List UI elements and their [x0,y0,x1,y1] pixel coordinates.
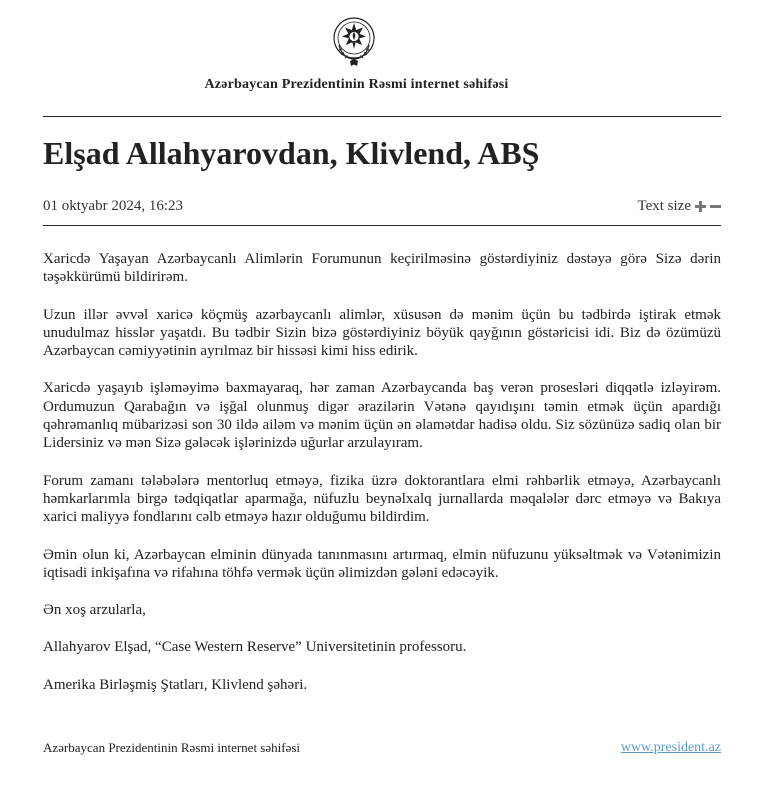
article-body [43,250,721,713]
signature-location: Amerika Birləşmiş Ştatları, Klivlend şəhəri. [43,676,308,693]
article-meta [43,198,721,218]
article-date: 01 oktyabr 2024, 16:23 [43,198,183,214]
paragraph: Uzun illər əvvəl xaricə köçmüş azərbaycanlı alimlər, xüsusən də mənim üçün bu tədbirdə iştirak etmək unudulmaz hisslər yaşatdı. Bu tədbir Sizin bizə göstərdiyiniz böyük qayğının göstəricisi idi. Biz də özümüzü Azərbaycan cəmiyyətinin ayrılmaz bir hissəsi kimi hiss edirik. [43,306,721,360]
footer-website-link[interactable]: www.president.az [620,740,721,755]
footer-site-name: Azərbaycan Prezidentinin Rəsmi internet səhifəsi [43,740,301,755]
paragraph: Əmin olun ki, Azərbaycan elminin dünyada tanınmasını artırmaq, elmin nüfuzunu yüksəltmək və Vətənimizin iqtisadi inkişafına və rifahına töhfə vermək üçün əlimizdən gələni edəcəyik. [43,546,721,581]
signature-name: Allahyarov Elşad, “Case Western Reserve” Universitetinin professoru. [43,639,467,656]
text-size-control [637,198,721,215]
page-footer [43,740,721,760]
closing-salutation: Ən xoş arzularla, [43,602,146,619]
plus-icon[interactable] [695,201,706,212]
meta-divider [43,225,721,226]
article-title: Elşad Allahyarovdan, Klivlend, ABŞ [43,135,540,171]
paragraph: Forum zamanı tələbələrə mentorluq etməyə, fizika üzrə doktorantlara elmi rəhbərlik etməyə, Azərbaycanlı həmkarlarımla birgə tədqiqatlar aparmağa, nüfuzlu beynəlxalq jurnallarda məqalələr dərc etməyə və Bakıya xarici maliyyə fondlarını cəlb etməyə hazır olduğumu bildirdim. [43,472,721,526]
paragraph: Xaricdə Yaşayan Azərbaycanlı Alimlərin Forumunun keçirilməsinə göstərdiyiniz dəstəyə görə Sizə dərin təşəkkürümü bildirirəm. [43,251,721,286]
text-size-label: Text size [637,198,691,214]
header-divider [43,116,721,117]
minus-icon[interactable] [710,201,721,212]
paragraph: Xaricdə yaşayıb işləməyimə baxmayaraq, hər zaman Azərbaycanda baş verən prosesləri diqqətlə izləyirəm. Ordumuzun Qarabağın və işğal olunmuş digər ərazilərin Vətənə qayıdışını təmin etmək üçün apardığı qəhrəmanlıq mübarizəsi son 30 ildə ailəm və mənim üçün ən əlamətdar hadisə oldu. Siz sözünüzə sadiq olan bir Lidersiniz və mən Sizə gələcək işlərinizdə uğurlar arzulayıram. [43,380,721,452]
state-emblem-icon [331,15,377,69]
site-title: Azərbaycan Prezidentinin Rəsmi internet səhifəsi [204,77,509,92]
